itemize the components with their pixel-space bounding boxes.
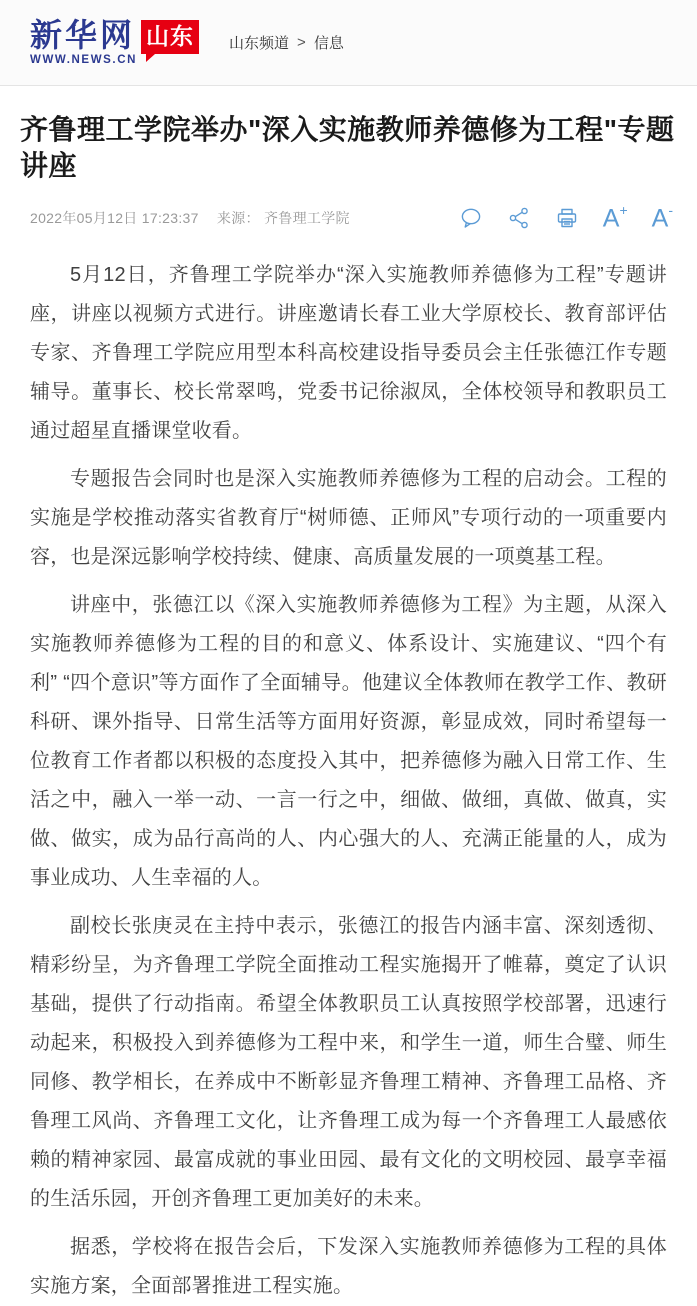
- article-paragraph: 副校长张庚灵在主持中表示，张德江的报告内涵丰富、深刻透彻、精彩纷呈，为齐鲁理工学院全面推动工程实施揭开了帷幕，奠定了认识基础，提供了行动指南。希望全体教职员工认真按照学校部署，迅速行动起来，积极投入到养德修为工程中来，和学生一道，师生合璧、师生同修、教学相长，在养成中不断彰显齐鲁理工精神、齐鲁理工品格、齐鲁理工风尚、齐鲁理工文化，让齐鲁理工成为每一个齐鲁理工人最感依赖的精神家园、最富成就的事业田园、最有文化的文明校园、最享幸福的生活乐园，开创齐鲁理工更加美好的未来。: [30, 915, 667, 1211]
- font-decrease-button[interactable]: A-: [651, 201, 673, 233]
- xinhuanet-logo[interactable]: [30, 19, 199, 66]
- publish-date: 2022年05月12日 17:23:37: [30, 209, 199, 226]
- source-name: 齐鲁理工学院: [264, 209, 350, 226]
- comment-icon[interactable]: [459, 206, 483, 230]
- breadcrumb-separator: >: [297, 34, 306, 51]
- logo-sub-url: WWW.NEWS.CN: [30, 53, 138, 66]
- logo-main-text: 新华网: [30, 17, 136, 54]
- breadcrumb-channel-link[interactable]: 山东频道: [229, 35, 290, 52]
- article-meta-row: [30, 201, 673, 233]
- breadcrumb-current: 信息: [313, 35, 344, 52]
- shandong-badge: 山东: [141, 20, 199, 54]
- article-toolbar: [459, 201, 673, 233]
- article-paragraph: 据悉，学校将在报告会后，下发深入实施教师养德修为工程的具体实施方案，全面部署推进工程实施。: [30, 1236, 667, 1298]
- article-meta: [30, 208, 350, 228]
- article-paragraph: 5月12日，齐鲁理工学院举办“深入实施教师养德修为工程”专题讲座，讲座以视频方式进行。讲座邀请长春工业大学原校长、教育部评估专家、齐鲁理工学院应用型本科高校建设指导委员会主任张德江作专题辅导。董事长、校长常翠鸣，党委书记徐淑凤，全体校领导和教职员工通过超星直播课堂收看。: [30, 264, 667, 443]
- logo-text: [30, 19, 137, 66]
- breadcrumb: [229, 32, 344, 53]
- print-icon[interactable]: [555, 206, 579, 230]
- font-increase-button[interactable]: A+: [602, 201, 628, 233]
- share-icon[interactable]: [507, 206, 531, 230]
- article-paragraph: 讲座中，张德江以《深入实施教师养德修为工程》为主题，从深入实施教师养德修为工程的目的和意义、体系设计、实施建议、“四个有利” “四个意识”等方面作了全面辅导。他建议全体教师在教学工作、教研科研、课外指导、日常生活等方面用好资源，彰显成效，同时希望每一位教育工作者都以积极的态度投入其中，把养德修为融入日常工作、生活之中，融入一举一动、一言一行之中，细做、做细，真做、做真，实做、做实，成为品行高尚的人、内心强大的人、充满正能量的人，成为事业成功、人生幸福的人。: [30, 594, 667, 890]
- source-label: 来源：: [216, 209, 260, 226]
- article-body: [0, 231, 697, 1306]
- page-title: 齐鲁理工学院举办"深入实施教师养德修为工程"专题讲座: [20, 114, 675, 182]
- article-paragraph: 专题报告会同时也是深入实施教师养德修为工程的启动会。工程的实施是学校推动落实省教育厅“树师德、正师风”专项行动的一项重要内容，也是深远影响学校持续、健康、高质量发展的一项奠基工程。: [30, 468, 667, 569]
- site-header: [0, 0, 697, 86]
